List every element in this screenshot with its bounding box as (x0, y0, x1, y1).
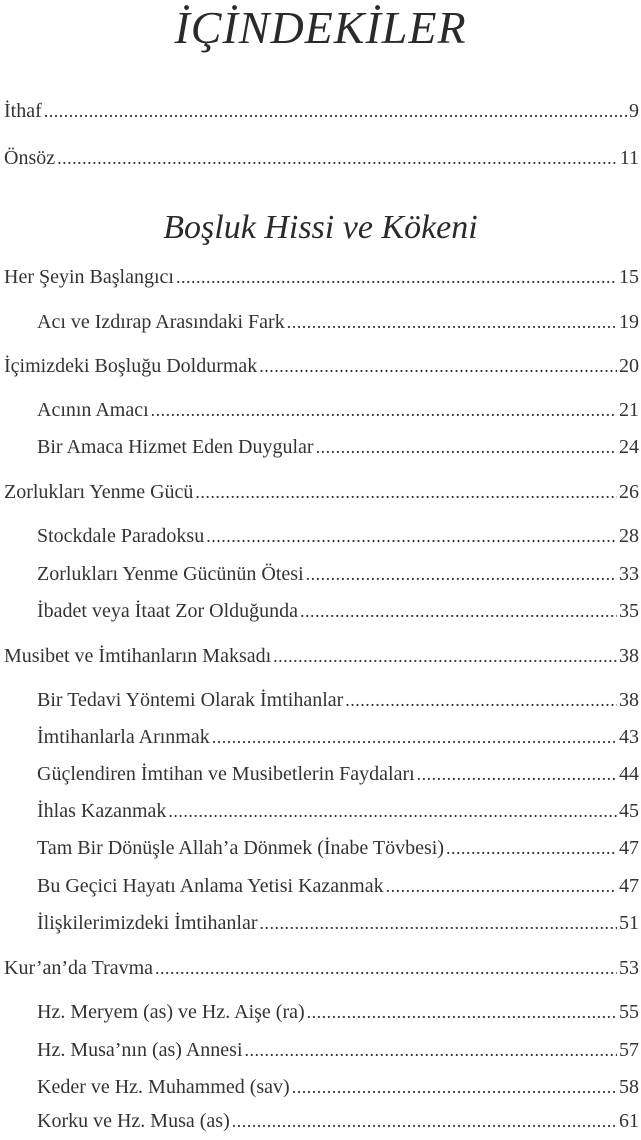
toc-row[interactable] (37, 521, 639, 551)
toc-row[interactable] (37, 685, 639, 715)
dot-leader (259, 351, 617, 381)
dot-leader (446, 833, 617, 863)
toc-label: Acı ve Izdırap Arasındaki Fark (37, 311, 285, 333)
toc-label: Zorlukları Yenme Gücü (4, 481, 194, 503)
toc-row[interactable] (37, 908, 639, 938)
toc-label: İçimizdeki Boşluğu Doldurmak (4, 355, 258, 377)
toc-page-number: 38 (619, 689, 639, 711)
dot-leader (306, 559, 617, 589)
toc-row[interactable] (4, 641, 639, 671)
toc-page-number: 15 (619, 266, 639, 288)
page-title: İÇİNDEKİLER (174, 2, 467, 53)
toc-page-number: 43 (619, 726, 639, 748)
toc-page-number: 57 (619, 1039, 639, 1061)
toc-label: İmtihanlarla Arınmak (37, 726, 210, 748)
toc-label: Hz. Meryem (as) ve Hz. Aişe (ra) (37, 1001, 305, 1023)
toc-label: Güçlendiren İmtihan ve Musibetlerin Faydaları (37, 763, 415, 785)
toc-page-number: 28 (619, 525, 639, 547)
toc-row[interactable] (4, 477, 639, 507)
toc-label: İthaf (4, 100, 42, 122)
toc-page-number: 24 (619, 436, 639, 458)
toc-label: Zorlukları Yenme Gücünün Ötesi (37, 563, 304, 585)
toc-label: Bir Tedavi Yöntemi Olarak İmtihanlar (37, 689, 344, 711)
dot-leader (206, 521, 617, 551)
toc-label: Tam Bir Dönüşle Allah’a Dönmek (İnabe Tövbesi) (37, 837, 445, 859)
toc-page-number: 26 (619, 481, 639, 503)
dot-leader (345, 685, 617, 715)
toc-label: Bu Geçici Hayatı Anlama Yetisi Kazanmak (37, 875, 384, 897)
toc-page-number: 55 (619, 1001, 639, 1023)
toc-page-number: 11 (619, 147, 639, 169)
toc-row[interactable] (4, 953, 639, 983)
toc-page-number: 58 (619, 1076, 639, 1098)
toc-row[interactable] (37, 1072, 639, 1102)
toc-row[interactable] (4, 143, 639, 173)
dot-leader (212, 722, 617, 752)
toc-page-number: 53 (619, 957, 639, 979)
toc-label: İlişkilerimizdeki İmtihanlar (37, 912, 258, 934)
toc-label: Korku ve Hz. Musa (as) (37, 1110, 230, 1132)
toc-page-number: 20 (619, 355, 639, 377)
dot-leader (151, 395, 617, 425)
toc-label: Kur’an’da Travma (4, 957, 154, 979)
toc-label: Bir Amaca Hizmet Eden Duygular (37, 436, 314, 458)
dot-leader (44, 96, 627, 126)
dot-leader (292, 1072, 617, 1102)
toc-page-number: 47 (619, 875, 639, 897)
toc-row[interactable] (37, 395, 639, 425)
toc-row[interactable] (37, 759, 639, 789)
dot-leader (307, 997, 617, 1027)
toc-label: Önsöz (4, 147, 56, 169)
toc-page-number: 21 (619, 399, 639, 421)
toc-label: Her Şeyin Başlangıcı (4, 266, 174, 288)
toc-label: Musibet ve İmtihanların Maksadı (4, 645, 272, 667)
dot-leader (155, 953, 617, 983)
toc-label: Hz. Musa’nın (as) Annesi (37, 1039, 243, 1061)
dot-leader (195, 477, 617, 507)
toc-row[interactable] (4, 262, 639, 292)
dot-leader (300, 596, 617, 626)
toc-label: Acının Amacı (37, 399, 149, 421)
toc-row[interactable] (37, 796, 639, 826)
toc-row[interactable] (37, 833, 639, 863)
dot-leader (260, 908, 618, 938)
toc-row[interactable] (37, 596, 639, 626)
toc-page-number: 35 (619, 600, 639, 622)
dot-leader (287, 307, 617, 337)
toc-label: İbadet veya İtaat Zor Olduğunda (37, 600, 299, 622)
toc-page-number: 38 (619, 645, 639, 667)
toc-row[interactable] (37, 997, 639, 1027)
toc-label: İhlas Kazanmak (37, 800, 167, 822)
toc-page-number: 61 (619, 1110, 639, 1132)
toc-row[interactable] (37, 432, 639, 462)
toc-page-number: 47 (619, 837, 639, 859)
dot-leader (245, 1035, 617, 1065)
section-heading: Boşluk Hissi ve Kökeni (163, 209, 478, 246)
dot-leader (232, 1106, 617, 1136)
toc-label: Stockdale Paradoksu (37, 525, 205, 547)
toc-row[interactable] (37, 1106, 639, 1136)
toc-row[interactable] (37, 871, 639, 901)
toc-page-number: 33 (619, 563, 639, 585)
toc-row[interactable] (4, 96, 639, 126)
dot-leader (168, 796, 617, 826)
toc-page-number: 45 (619, 800, 639, 822)
toc-row[interactable] (37, 307, 639, 337)
toc-page-number: 19 (619, 311, 639, 333)
toc-page-number: 44 (619, 763, 639, 785)
dot-leader (273, 641, 617, 671)
toc-row[interactable] (37, 559, 639, 589)
toc-row[interactable] (4, 351, 639, 381)
dot-leader (57, 143, 618, 173)
dot-leader (386, 871, 617, 901)
toc-page-number: 51 (619, 912, 639, 934)
dot-leader (316, 432, 617, 462)
dot-leader (176, 262, 617, 292)
toc-page-number: 9 (629, 100, 639, 122)
toc-label: Keder ve Hz. Muhammed (sav) (37, 1076, 290, 1098)
toc-row[interactable] (37, 1035, 639, 1065)
toc-row[interactable] (37, 722, 639, 752)
dot-leader (417, 759, 617, 789)
